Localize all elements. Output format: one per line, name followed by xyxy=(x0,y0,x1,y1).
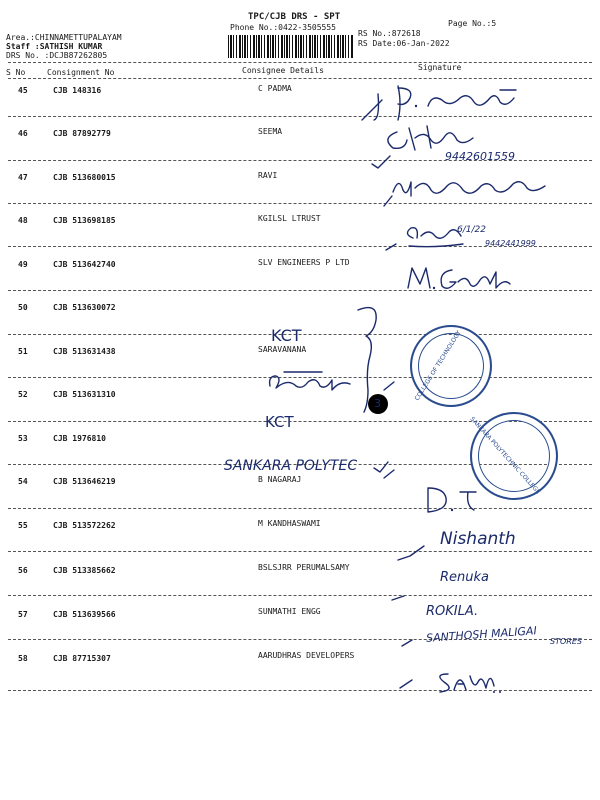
row-sno: 46 xyxy=(18,129,28,138)
row-sno: 50 xyxy=(18,303,28,312)
row-consignment-no: CJB 513385662 xyxy=(53,566,116,575)
row-sno: 52 xyxy=(18,390,28,399)
row-sno: 53 xyxy=(18,434,28,443)
row-consignment-no: CJB 513639566 xyxy=(53,610,116,619)
santhosh-handwriting: SANTHOSH MALIGAI xyxy=(425,624,538,645)
row-consignment-no: CJB 87715307 xyxy=(53,654,111,663)
sankara-handwriting: SANKARA POLYTEC xyxy=(224,458,358,474)
col-signature: Signature xyxy=(418,63,462,72)
renuka-handwriting: Renuka xyxy=(440,570,490,585)
row-consignee: SUNMATHI ENGG xyxy=(258,607,321,616)
row-sno: 54 xyxy=(18,477,28,486)
col-consignee: Consignee Details xyxy=(242,66,324,75)
row-sno: 57 xyxy=(18,610,28,619)
row-consignee: SARAVANANA xyxy=(258,345,307,354)
row-consignee: BSLSJRR PERUMALSAMY xyxy=(258,563,350,572)
nishanth-handwriting: Nishanth xyxy=(440,529,516,549)
rs-date: RS Date:06-Jan-2022 xyxy=(358,39,450,48)
row-sno: 58 xyxy=(18,654,28,663)
row-consignee: AARUDHRAS DEVELOPERS xyxy=(258,651,355,660)
drs-number: DRS No. :DCJB87262805 xyxy=(6,51,108,60)
row-consignment-no: CJB 513631310 xyxy=(53,390,116,399)
date-handwriting-48: 6/1/22 xyxy=(457,225,486,235)
kct-top: KCT xyxy=(271,326,302,345)
rokila-handwriting: ROKILA. xyxy=(426,604,479,619)
row-consignee: C PADMA xyxy=(258,84,292,93)
row-sno: 48 xyxy=(18,216,28,225)
row-sno: 55 xyxy=(18,521,28,530)
row-sno: 45 xyxy=(18,86,28,95)
phone-handwriting-46: 9442601559 xyxy=(445,150,515,163)
row-consignment-no: CJB 148316 xyxy=(53,86,102,95)
page-number: Page No.:5 xyxy=(448,19,497,28)
staff-label: Staff :SATHISH KUMAR xyxy=(6,42,103,51)
row-consignment-no: CJB 513680015 xyxy=(53,173,116,182)
row-consignment-no: CJB 513631438 xyxy=(53,347,116,356)
row-sno: 47 xyxy=(18,173,28,182)
row-consignee: KGILSL LTRUST xyxy=(258,214,321,223)
phone-handwriting-48: 9442441999 xyxy=(485,239,536,248)
kct-bottom: KCT xyxy=(265,413,294,431)
row-consignee: RAVI xyxy=(258,171,278,180)
phone-number: Phone No.:0422-3505555 xyxy=(230,23,336,32)
row-consignee: M KANDHASWAMI xyxy=(258,519,321,528)
college-stamp-text: COLLEGE OF TECHNOLOGY xyxy=(413,329,463,402)
row-consignment-no: CJB 87892779 xyxy=(53,129,111,138)
row-consignee: SEEMA xyxy=(258,127,283,136)
row-consignment-no: CJB 513572262 xyxy=(53,521,116,530)
stores-handwriting: STORES xyxy=(550,637,582,646)
area-label: Area.:CHINNAMETTUPALAYAM xyxy=(6,33,122,42)
col-consignment: Consignment No xyxy=(47,68,115,77)
row-consignee: SLV ENGINEERS P LTD xyxy=(258,258,350,267)
rs-number: RS No.:872618 xyxy=(358,29,421,38)
count-mark: 3 xyxy=(374,397,381,410)
row-sno: 56 xyxy=(18,566,28,575)
row-consignment-no: CJB 513630072 xyxy=(53,303,116,312)
row-consignment-no: CJB 513642740 xyxy=(53,260,116,269)
row-sno: 49 xyxy=(18,260,28,269)
sankara-stamp-text: SANKARA POLYTECHNIC COLLEGE xyxy=(468,415,542,496)
row-consignment-no: CJB 1976810 xyxy=(53,434,106,443)
row-sno: 51 xyxy=(18,347,28,356)
row-consignee: B NAGARAJ xyxy=(258,475,302,484)
row-consignment-no: CJB 513698185 xyxy=(53,216,116,225)
col-sno: S No xyxy=(6,68,26,77)
document-title: TPC/CJB DRS - SPT xyxy=(248,12,341,22)
row-consignment-no: CJB 513646219 xyxy=(53,477,116,486)
